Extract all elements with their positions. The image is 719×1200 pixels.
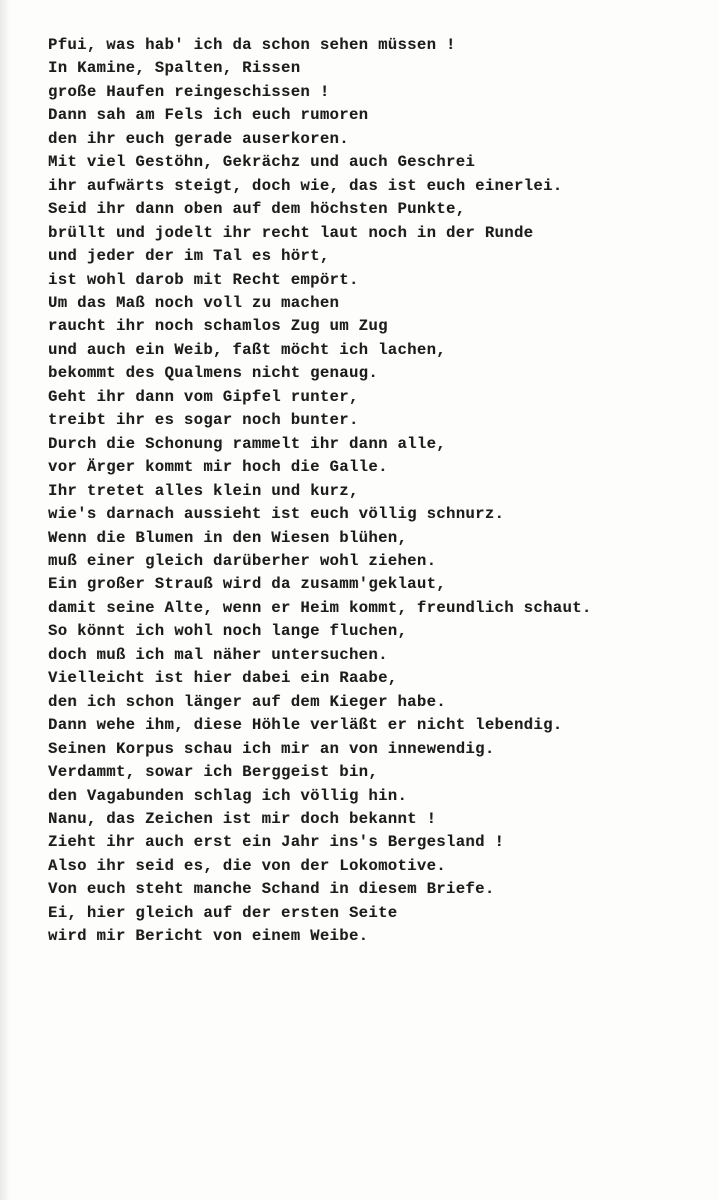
poem-line: ist wohl darob mit Recht empört. bbox=[48, 270, 359, 289]
poem-line: Also ihr seid es, die von der Lokomotive. bbox=[48, 856, 447, 875]
poem-line: vor Ärger kommt mir hoch die Galle. bbox=[48, 458, 388, 477]
poem-line: Zieht ihr auch erst ein Jahr ins's Bergesland ! bbox=[48, 833, 505, 852]
poem-line: den ich schon länger auf dem Kieger habe. bbox=[48, 692, 447, 711]
poem-line: und jeder der im Tal es hört, bbox=[48, 247, 330, 266]
poem-line: In Kamine, Spalten, Rissen bbox=[48, 59, 301, 78]
poem-line: damit seine Alte, wenn er Heim kommt, freundlich schaut. bbox=[48, 598, 592, 617]
poem-line: ihr aufwärts steigt, doch wie, das ist euch einerlei. bbox=[48, 176, 563, 195]
poem-line: Pfui, was hab' ich da schon sehen müssen ! bbox=[48, 36, 456, 54]
poem-line: Vielleicht ist hier dabei ein Raabe, bbox=[48, 669, 398, 688]
poem-line: große Haufen reingeschissen ! bbox=[48, 82, 330, 101]
poem-line: doch muß ich mal näher untersuchen. bbox=[48, 645, 388, 664]
poem-line: wird mir Bericht von einem Weibe. bbox=[48, 927, 369, 946]
poem-line: den ihr euch gerade auserkoren. bbox=[48, 129, 349, 148]
poem-line: muß einer gleich darüberher wohl ziehen. bbox=[48, 551, 437, 570]
page-edge-shadow bbox=[0, 0, 10, 1200]
poem-line: Geht ihr dann vom Gipfel runter, bbox=[48, 387, 359, 406]
poem-line: Nanu, das Zeichen ist mir doch bekannt ! bbox=[48, 809, 437, 828]
poem-line: Mit viel Gestöhn, Gekrächz und auch Geschrei bbox=[48, 153, 476, 172]
poem-line: Ein großer Strauß wird da zusamm'geklaut, bbox=[48, 575, 447, 594]
poem-line: Seid ihr dann oben auf dem höchsten Punkte, bbox=[48, 200, 466, 219]
poem-line: brüllt und jodelt ihr recht laut noch in der Runde bbox=[48, 223, 534, 242]
poem-line: Ei, hier gleich auf der ersten Seite bbox=[48, 903, 398, 922]
poem-line: Von euch steht manche Schand in diesem Briefe. bbox=[48, 880, 495, 899]
poem-line: So könnt ich wohl noch lange fluchen, bbox=[48, 622, 408, 641]
poem-line: raucht ihr noch schamlos Zug um Zug bbox=[48, 317, 388, 336]
poem-line: bekommt des Qualmens nicht genaug. bbox=[48, 364, 379, 383]
poem-line: Durch die Schonung rammelt ihr dann alle, bbox=[48, 434, 447, 453]
poem-line: Verdammt, sowar ich Berggeist bin, bbox=[48, 763, 379, 782]
poem-line: treibt ihr es sogar noch bunter. bbox=[48, 411, 359, 430]
poem-line: Ihr tretet alles klein und kurz, bbox=[48, 481, 359, 500]
poem-line: Um das Maß noch voll zu machen bbox=[48, 293, 340, 312]
poem-line: und auch ein Weib, faßt möcht ich lachen, bbox=[48, 340, 447, 359]
poem-line: Dann sah am Fels ich euch rumoren bbox=[48, 106, 369, 125]
poem-text bbox=[48, 34, 713, 949]
poem-line: Seinen Korpus schau ich mir an von innewendig. bbox=[48, 739, 495, 758]
poem-line: wie's darnach aussieht ist euch völlig schnurz. bbox=[48, 505, 505, 524]
poem-line: Dann wehe ihm, diese Höhle verläßt er nicht lebendig. bbox=[48, 716, 563, 735]
poem-line: den Vagabunden schlag ich völlig hin. bbox=[48, 786, 408, 805]
poem-line: Wenn die Blumen in den Wiesen blühen, bbox=[48, 528, 408, 547]
